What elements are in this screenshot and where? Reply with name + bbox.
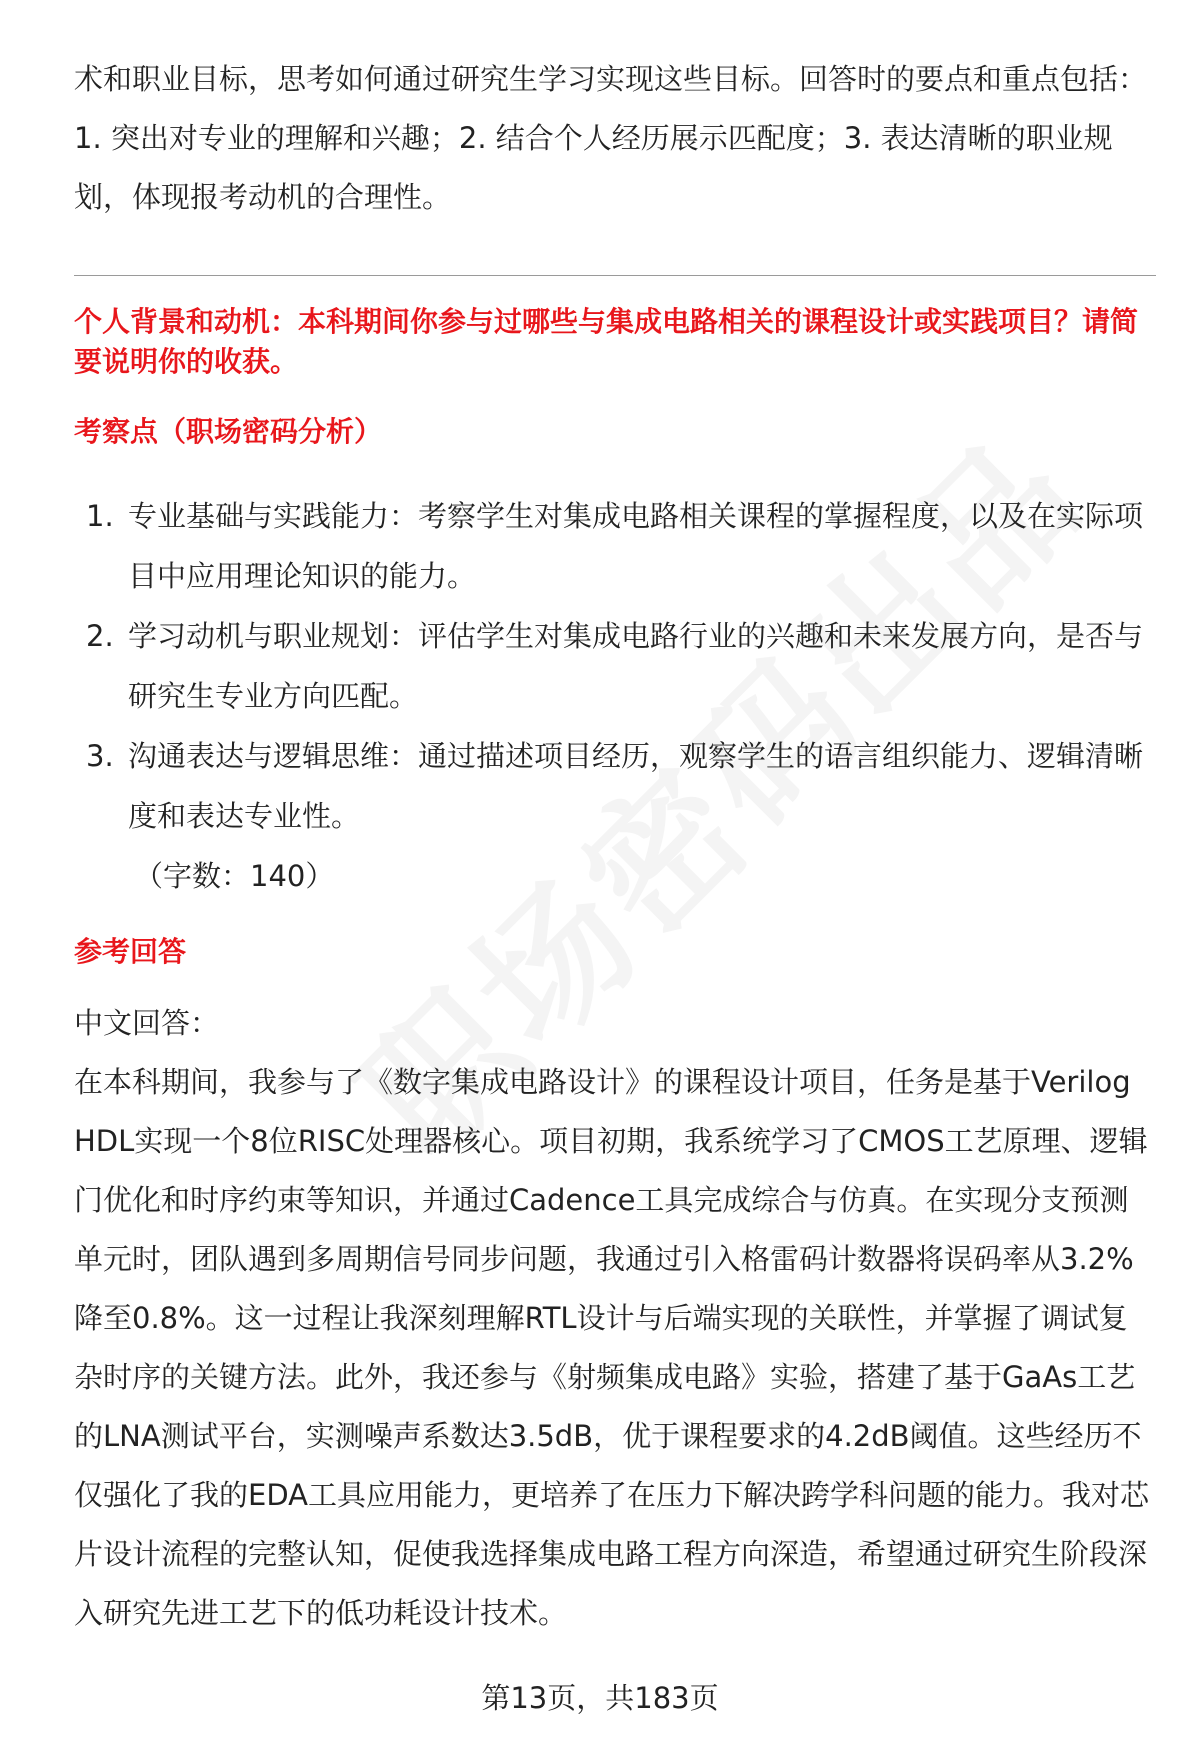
document-page: [74, 50, 1156, 1643]
list-item: [74, 606, 1156, 726]
list-item-number: 1.: [86, 499, 114, 533]
exam-points-list: [74, 486, 1156, 846]
list-item: [74, 486, 1156, 606]
exam-points-heading: 考察点（职场密码分析）: [74, 415, 383, 448]
list-item-number: 2.: [86, 619, 114, 653]
list-item-text: 沟通表达与逻辑思维：通过描述项目经历，观察学生的语言组织能力、逻辑清晰度和表达专业性。: [128, 739, 1144, 833]
section-divider: [74, 275, 1156, 276]
word-count: （字数：140）: [134, 859, 335, 893]
reference-answer-heading: 参考回答: [74, 935, 187, 968]
intro-paragraph: 术和职业目标，思考如何通过研究生学习实现这些目标。回答时的要点和重点包括：1. 突出对专业的理解和兴趣；2. 结合个人经历展示匹配度；3. 表达清晰的职业规划，体现报考动机的合理性。: [74, 62, 1148, 214]
list-item: [74, 726, 1156, 846]
list-item-number: 3.: [86, 739, 114, 773]
question-heading: 个人背景和动机：本科期间你参与过哪些与集成电路相关的课程设计或实践项目？请简要说明你的收获。: [74, 305, 1139, 378]
answer-body: 在本科期间，我参与了《数字集成电路设计》的课程设计项目，任务是基于Verilog HDL实现一个8位RISC处理器核心。项目初期，我系统学习了CMOS工艺原理、逻辑门优化和时序约束等知识，并通过Cadence工具完成综合与仿真。在实现分支预测单元时，团队遇到多周期信号同步问题，我通过引入格雷码计数器将误码率从3.2%降至0.8%。这一过程让我深刻理解RTL设计与后端实现的关联性，并掌握了调试复杂时序的关键方法。此外，我还参与《射频集成电路》实验，搭建了基于GaAs工艺的LNA测试平台，实测噪声系数达3.5dB，优于课程要求的4.2dB阈值。这些经历不仅强化了我的EDA工具应用能力，更培养了在压力下解决跨学科问题的能力。我对芯片设计流程的完整认知，促使我选择集成电路工程方向深造，希望通过研究生阶段深入研究先进工艺下的低功耗设计技术。: [74, 1065, 1149, 1630]
list-item-text: 专业基础与实践能力：考察学生对集成电路相关课程的掌握程度，以及在实际项目中应用理论知识的能力。: [128, 499, 1144, 593]
list-item-text: 学习动机与职业规划：评估学生对集成电路行业的兴趣和未来发展方向，是否与研究生专业方向匹配。: [128, 619, 1144, 713]
page-footer: 第13页，共183页: [481, 1681, 719, 1715]
answer-label: 中文回答：: [74, 1006, 220, 1040]
